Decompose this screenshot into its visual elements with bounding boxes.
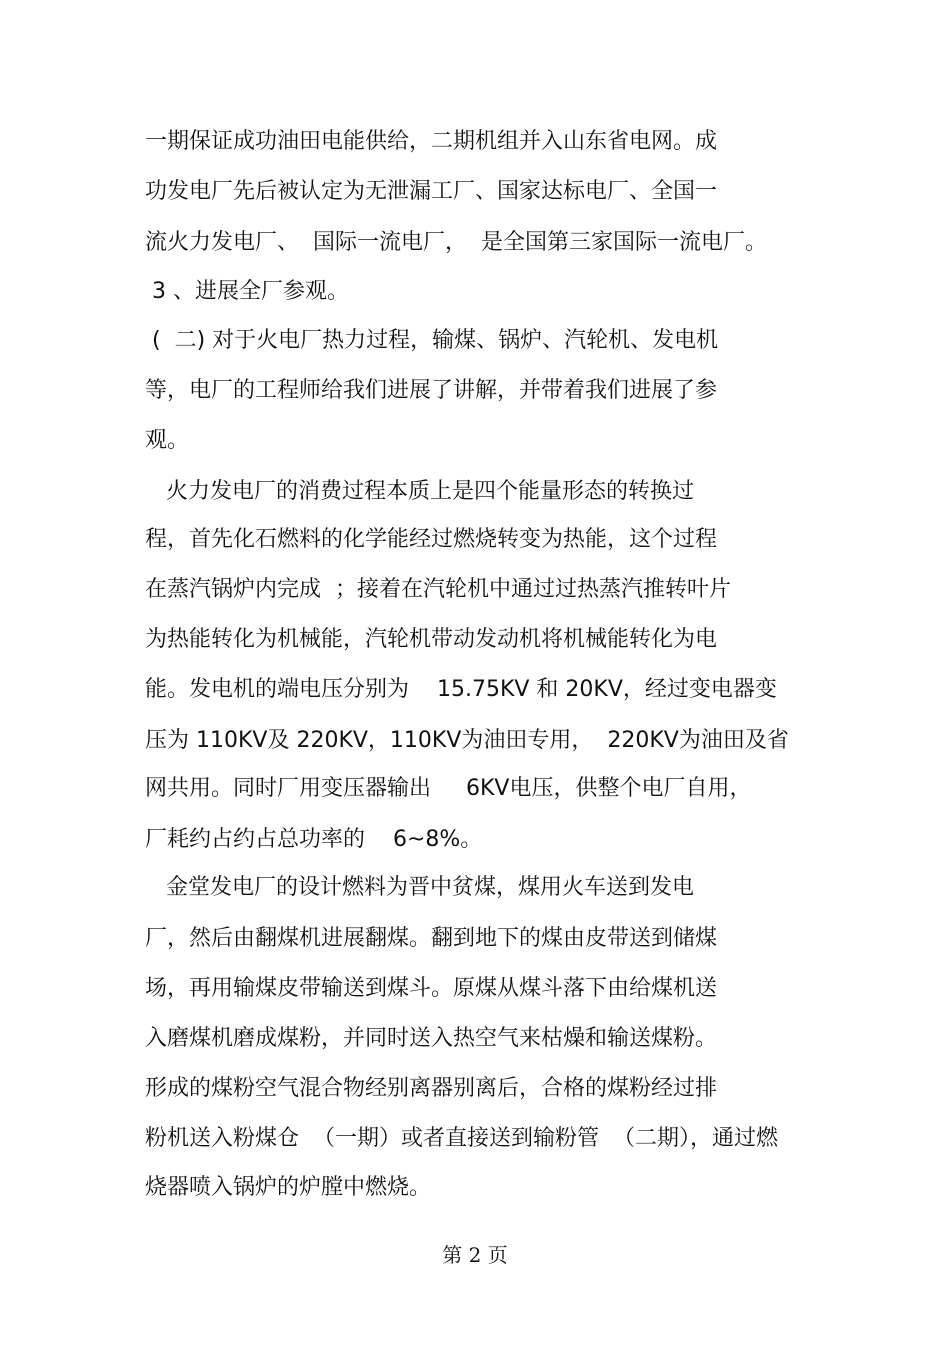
- text-line: 入磨煤机磨成煤粉，并同时送入热空气来枯燥和输送煤粉。: [145, 1026, 718, 1051]
- text-line: ( 二) 对于火电厂热力过程，输煤、锅炉、汽轮机、发电机: [145, 328, 719, 353]
- text-line: 厂耗约占约占总功率的 6~8%。: [145, 827, 483, 852]
- text-line: 金堂发电厂的设计燃料为晋中贫煤，煤用火车送到发电: [145, 875, 694, 900]
- text-line: 3 、进展全厂参观。: [145, 279, 349, 304]
- text-line: 一期保证成功油田电能供给，二期机组并入山东省电网。成: [145, 129, 718, 154]
- text-line: 形成的煤粉空气混合物经别离器别离后，合格的煤粉经过排: [145, 1076, 718, 1101]
- text-line: 为热能转化为机械能，汽轮机带动发动机将机械能转化为电: [145, 627, 718, 652]
- text-line: 在蒸汽锅炉内完成 ；接着在汽轮机中通过过热蒸汽推转叶片: [145, 577, 731, 602]
- text-line: 流火力发电厂、 国际一流电厂， 是全国第三家国际一流电厂。: [145, 230, 767, 255]
- text-line: 网共用。同时厂用变压器输出 6KV电压，供整个电厂自用，: [145, 776, 752, 801]
- text-line: 功发电厂先后被认定为无泄漏工厂、国家达标电厂、全国一: [145, 179, 718, 204]
- text-line: 烧器喷入锅炉的炉膛中燃烧。: [145, 1175, 432, 1200]
- text-line: 火力发电厂的消费过程本质上是四个能量形态的转换过: [145, 479, 694, 504]
- text-line: 能。发电机的端电压分别为 15.75KV 和 20KV，经过变电器变: [145, 677, 777, 702]
- text-line: 压为 110KV及 220KV，110KV为油田专用， 220KV为油田及省: [145, 728, 789, 753]
- text-line: 等，电厂的工程师给我们进展了讲解，并带着我们进展了参: [145, 378, 718, 403]
- text-line: 程，首先化石燃料的化学能经过燃烧转变为热能，这个过程: [145, 527, 718, 552]
- text-line: 粉机送入粉煤仓 （一期）或者直接送到输粉管 （二期），通过燃: [145, 1126, 778, 1151]
- text-line: 观。: [145, 428, 190, 453]
- page-number: 第 2 页: [442, 1243, 508, 1267]
- text-line: 厂，然后由翻煤机进展翻煤。翻到地下的煤由皮带送到储煤: [145, 926, 718, 951]
- text-line: 场，再用输煤皮带输送到煤斗。原煤从煤斗落下由给煤机送: [145, 976, 718, 1001]
